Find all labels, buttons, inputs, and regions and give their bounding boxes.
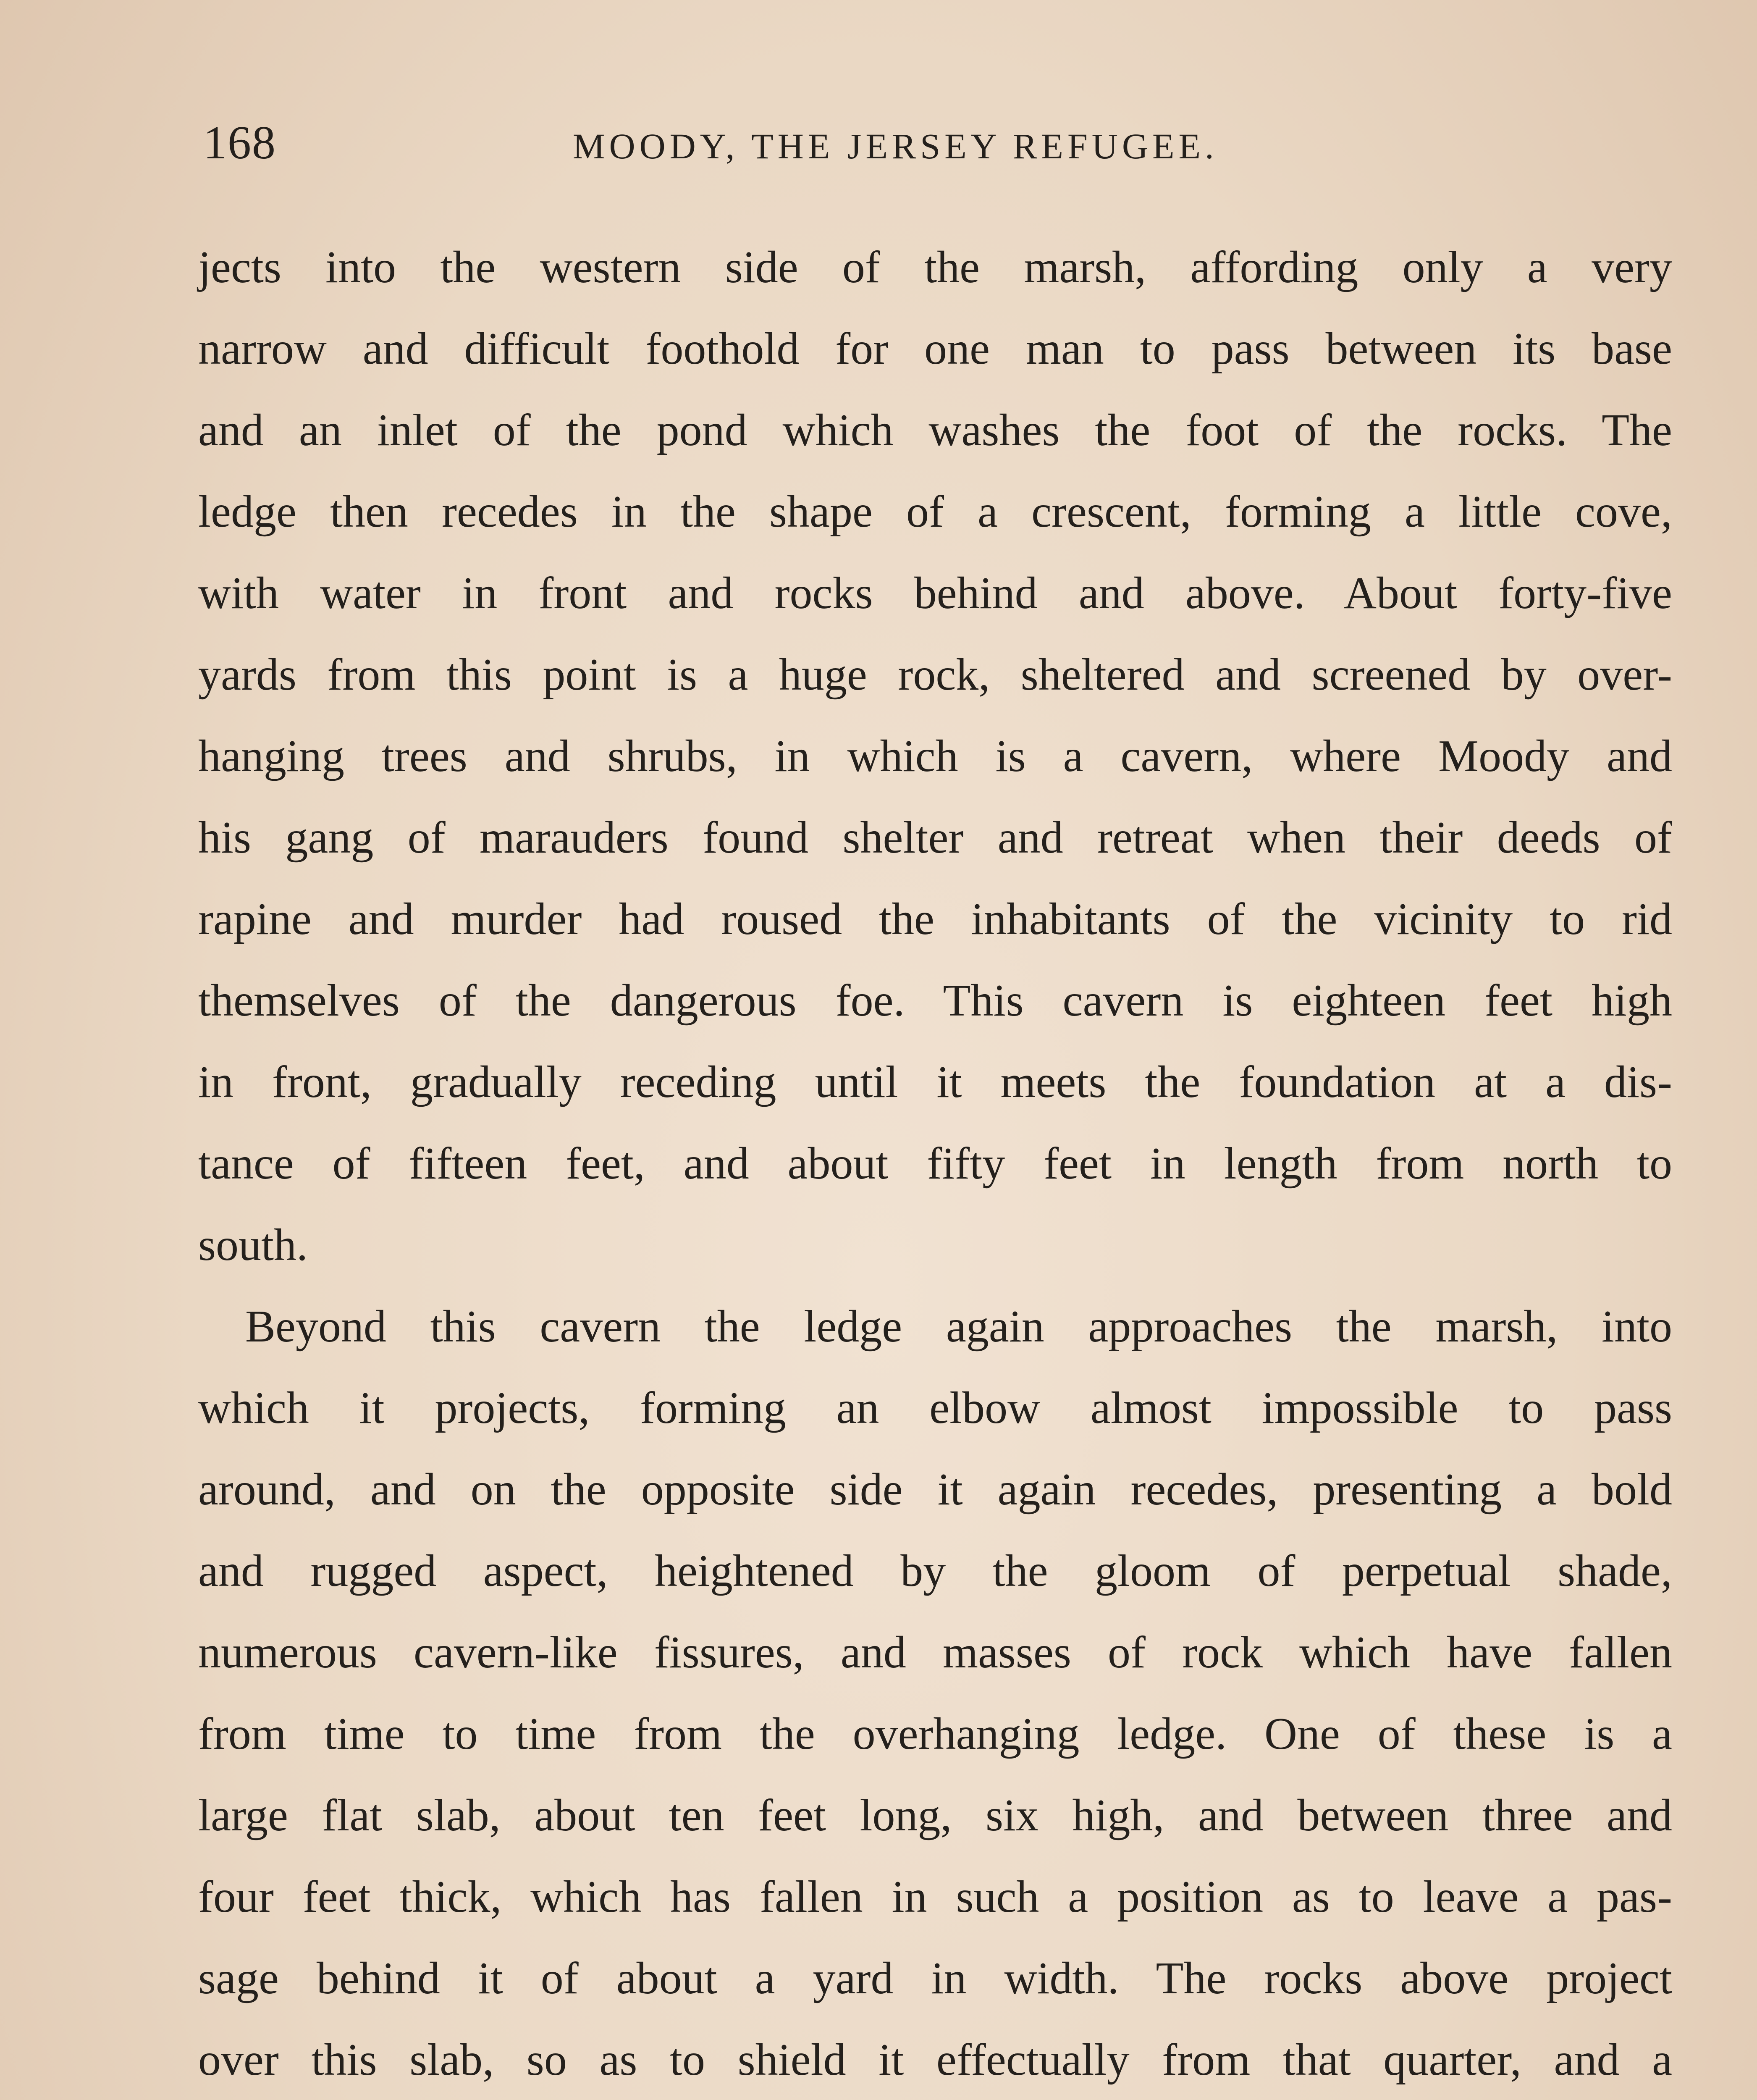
text-line: Beyond this cavern the ledge again approaches the marsh, into (245, 1302, 1672, 1352)
text-line: ledge then recedes in the shape of a crescent, forming a little cove, (198, 487, 1672, 537)
text-line: over this slab, so as to shield it effectually from that quarter, and a (198, 2035, 1672, 2085)
text-line: in front, gradually receding until it meets the foundation at a dis- (198, 1057, 1672, 1107)
text-line: south. (198, 1220, 308, 1270)
text-line: and an inlet of the pond which washes the foot of the rocks. The (198, 405, 1672, 455)
text-line: from time to time from the overhanging ledge. One of these is a (198, 1709, 1672, 1759)
text-line: yards from this point is a huge rock, sheltered and screened by over- (198, 650, 1672, 700)
text-line: around, and on the opposite side it again recedes, presenting a bold (198, 1465, 1672, 1515)
text-line: and rugged aspect, heightened by the gloom of perpetual shade, (198, 1546, 1672, 1596)
text-line: jects into the western side of the marsh, affording only a very (198, 242, 1672, 292)
text-line: rapine and murder had roused the inhabitants of the vicinity to rid (198, 894, 1672, 944)
text-line: large flat slab, about ten feet long, six high, and between three and (198, 1790, 1672, 1840)
text-line: themselves of the dangerous foe. This cavern is eighteen feet high (198, 976, 1672, 1026)
text-line: narrow and difficult foothold for one man to pass between its base (198, 324, 1672, 374)
text-line: which it projects, forming an elbow almost impossible to pass (198, 1383, 1672, 1433)
text-line: sage behind it of about a yard in width. The rocks above project (198, 1953, 1672, 2003)
text-line: tance of fifteen feet, and about fifty feet in length from north to (198, 1139, 1672, 1189)
body-text (198, 227, 1672, 2100)
text-line: hanging trees and shrubs, in which is a cavern, where Moody and (198, 731, 1672, 781)
page-number: 168 (203, 117, 276, 169)
text-line: numerous cavern-like fissures, and masses of rock which have fallen (198, 1628, 1672, 1677)
text-line: four feet thick, which has fallen in such a position as to leave a pas- (198, 1872, 1672, 1922)
running-head (203, 113, 1673, 172)
text-line: his gang of marauders found shelter and retreat when their deeds of (198, 813, 1672, 863)
text-line: with water in front and rocks behind and above. About forty-five (198, 568, 1672, 618)
running-title: MOODY, THE JERSEY REFUGEE. (573, 126, 1218, 166)
